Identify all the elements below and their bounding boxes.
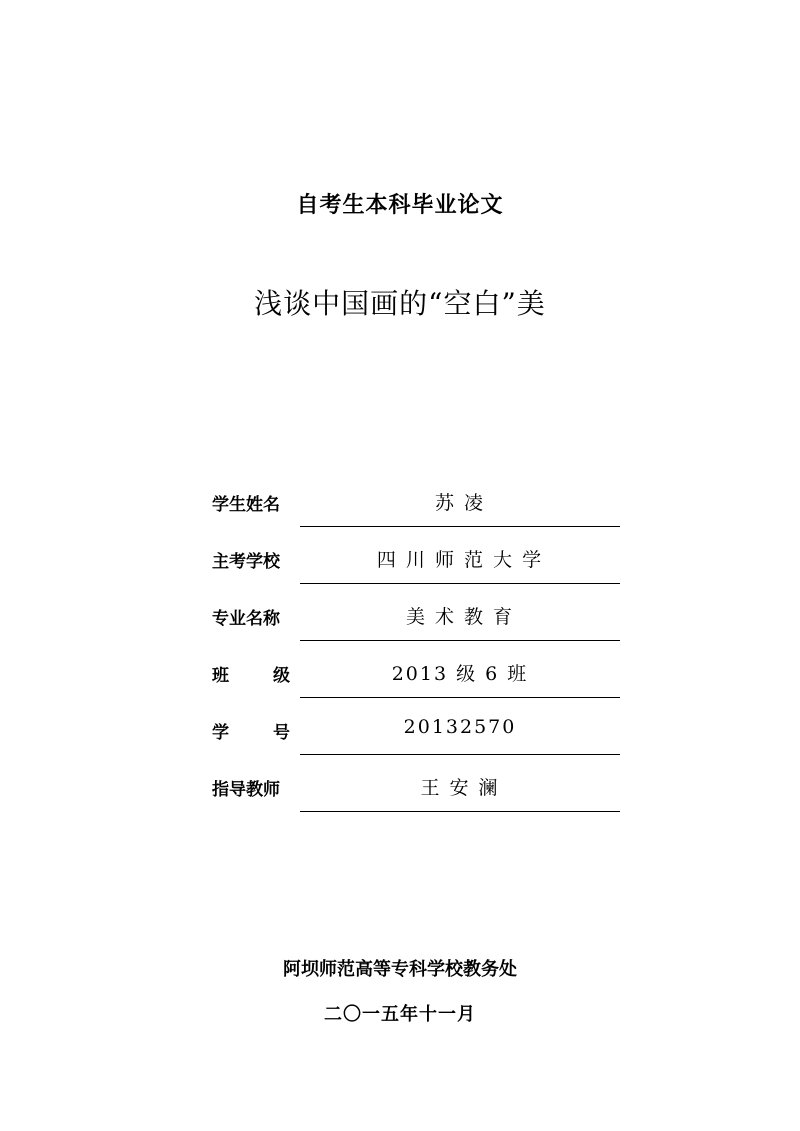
info-row-student-name <box>212 478 622 535</box>
info-value: 四 川 师 范 大 学 <box>376 549 544 571</box>
info-label-text: 学生姓名 <box>212 495 280 515</box>
info-label <box>212 490 290 515</box>
document-type-heading: 自考生本科毕业论文 <box>296 193 504 218</box>
info-label <box>212 547 290 572</box>
info-value: 20132570 <box>403 716 517 738</box>
info-row-major <box>212 592 622 649</box>
info-label-text: 班 <box>212 666 229 686</box>
issuing-office: 阿坝师范高等专科学校教务处 <box>283 959 517 980</box>
info-label-text: 级 <box>273 666 290 686</box>
underline <box>300 526 620 527</box>
info-row-class <box>212 649 622 706</box>
info-value: 2013 级 6 班 <box>391 663 529 685</box>
underline <box>300 697 620 698</box>
info-label-text: 学 <box>212 723 229 743</box>
info-value: 美 术 教 育 <box>405 606 515 628</box>
info-label <box>212 775 290 800</box>
info-row-advisor <box>212 763 622 820</box>
info-label-text: 号 <box>273 723 290 743</box>
issue-date: 二〇一五年十一月 <box>324 1004 476 1025</box>
underline <box>300 583 620 584</box>
info-value: 王 安 澜 <box>420 777 500 799</box>
underline <box>300 640 620 641</box>
info-label <box>212 604 290 629</box>
info-row-exam-school <box>212 535 622 592</box>
info-label <box>212 718 290 743</box>
student-info-table <box>212 478 622 820</box>
info-label-text: 专业名称 <box>212 609 280 629</box>
info-label-text: 主考学校 <box>212 552 280 572</box>
info-label-text: 指导教师 <box>212 780 280 800</box>
thesis-title: 浅谈中国画的“空白”美 <box>254 287 546 320</box>
info-row-student-id <box>212 706 622 763</box>
underline <box>300 754 620 755</box>
info-label <box>212 661 290 686</box>
underline <box>300 811 620 812</box>
info-value: 苏 凌 <box>434 492 486 514</box>
